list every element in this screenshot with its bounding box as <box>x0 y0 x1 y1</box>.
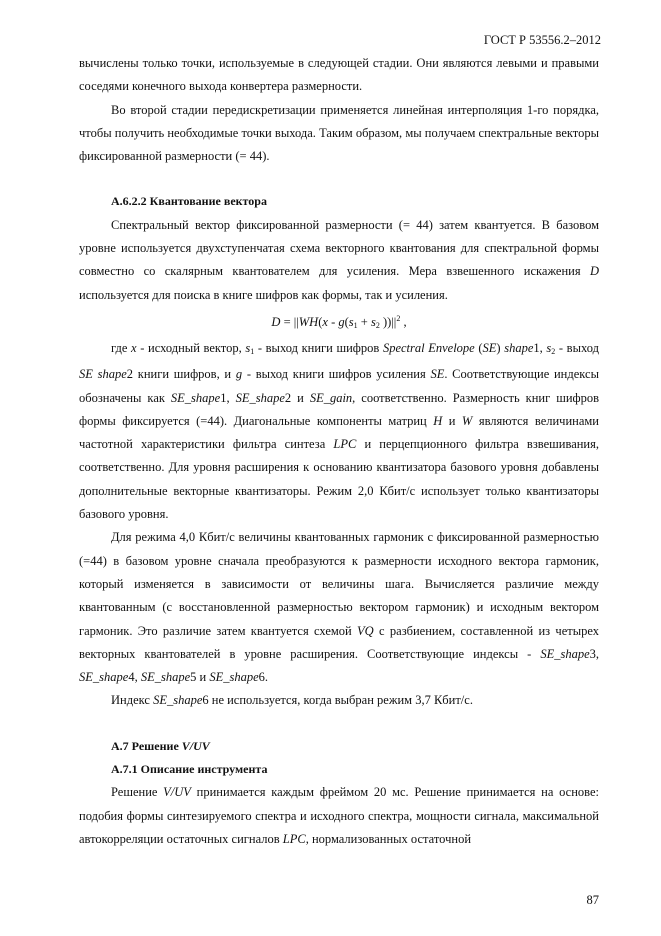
section-heading-a71: А.7.1 Описание инструмента <box>111 762 268 777</box>
page-number: 87 <box>586 893 599 907</box>
paragraph-1: вычислены только точки, используемые в следующей стадии. Они являются левыми и правыми соседями конечного выхода конвертера размерности. <box>79 56 599 94</box>
section-heading-a7: А.7 Решение V/UV <box>111 738 210 753</box>
page-body <box>79 52 599 851</box>
paragraph-3: Спектральный вектор фиксированной размерности (= 44) затем квантуется. В базовом уровне используется двухступенчатая схема векторного квантования для спектральной формы совместно со скалярным квантователем для усиления. Мера взвешенного искажения D используется для поиска в книге шифров как формы, так и усиления. <box>79 217 600 302</box>
paragraph-6: Индекс SE_shape6 не используется, когда выбран режим 3,7 Кбит/с. <box>111 693 473 708</box>
paragraph-7: Решение V/UV принимается каждым фреймом 20 мс. Решение принимается на основе: подобия формы синтезируемого спектра и исходного спектра, мощности сигнала, максимальной автокорреляции остаточных сигналов LPC, нормализованных остаточной <box>79 785 600 846</box>
paragraph-5: Для режима 4,0 Кбит/с величины квантованных гармоник с фиксированной размерностью (=44) в базовом уровне сначала преобразуются к размерности исходного вектора гармоник, который изменяется в зависимости от величины шага. Вычисляется различие между квантованным (с восстановленной размерностью вектором гармоник) и исходным вектором гармоник. Это различие затем квантуется схемой VQ с разбиением, составленной из четырех векторных квантователей в уровне расширения. Соответствующие индексы - SE_shape3, SE_shape4, SE_shape5 и SE_shape6. <box>79 530 600 685</box>
paragraph-4: где x - исходный вектор, $s_1$ - выход книги шифров Spectral Envelope (SE) shape1, $s_2$ - выход SE shape2 книги шифров, и g - выход книги шифров усиления SE. Соответствующие индексы обозначены как SE_shape1, SE_shape2 и SE_gain, соответственно. Размерность книг шифров формы фиксируется (=44). Диагональные компоненты матриц H и W являются величинами частотной характеристики фильтра синтеза LPC и перцепционного фильтра взвешивания, соответственно. Для уровня расширения к основанию квантизатора базового уровня добавлены дополнительные векторные квантизаторы. Режим 2,0 Кбит/с использует только квантизаторы базового уровня. <box>79 340 600 522</box>
section-heading-a622: А.6.2.2 Квантование вектора <box>111 194 267 209</box>
distortion-formula: $D = ||WH(x - g(s_1 + s_2$ ))$||^2$ , <box>271 313 407 330</box>
paragraph-2: Во второй стадии передискретизации применяется линейная интерполяция 1-го порядка, чтобы получить необходимые точки выхода. Таким образом, мы получаем спектральные векторы фиксированной размерности (= 44). <box>79 102 599 164</box>
document-header: ГОСТ Р 53556.2–2012 <box>483 33 601 47</box>
